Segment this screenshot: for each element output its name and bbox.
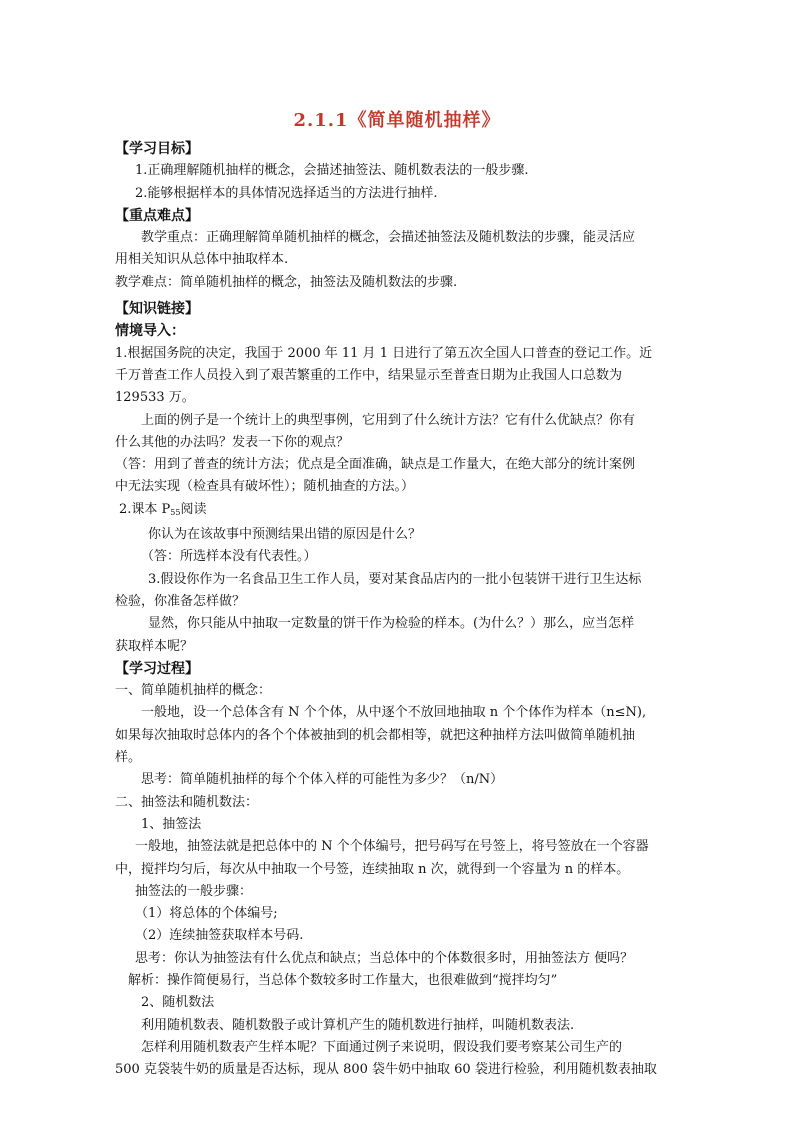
section-heading-process: 【学习过程】 <box>115 660 199 677</box>
paragraph: 利用随机数表、随机数骰子或计算机产生的随机数进行抽样，叫随机数表法. <box>141 1017 575 1033</box>
focus-text: 教学重点：正确理解简单随机抽样的概念，会描述抽签法及随机数法的步骤，能灵活应 <box>141 230 636 246</box>
goal-item: 2.能够根据样本的具体情况选择适当的方法进行抽样. <box>135 185 438 201</box>
section-heading-knowledge: 【知识链接】 <box>115 301 199 318</box>
paragraph: 一般地，设一个总体含有 N 个个体，从中逐个不放回地抽取 n 个个体作为样本（n≤N), <box>141 705 647 721</box>
document-body <box>115 138 681 1081</box>
paragraph-cont: 获取样本呢？ <box>115 638 194 654</box>
intro-label: 情境导入： <box>115 323 185 340</box>
paragraph: 3.假设你作为一名食品卫生工作人员，要对某食品店内的一批小包装饼干进行卫生达标 <box>148 571 642 587</box>
document-title: 2.1.1《简单随机抽样》 <box>293 110 501 131</box>
paragraph-cont: 如果每次抽取时总体内的各个个体被抽到的机会都相等，就把这种抽样方法叫做简单随机抽 <box>115 727 636 743</box>
goal-item: 1.正确理解随机抽样的概念，会描述抽签法、随机数表法的一般步骤. <box>135 163 529 179</box>
question: 你认为在该故事中预测结果出错的原因是什么？ <box>148 527 422 543</box>
section-heading-goals: 【学习目标】 <box>115 141 199 157</box>
focus-text-cont: 用相关知识从总体中抽取样本. <box>115 252 289 268</box>
difficulty-text: 教学难点：简单随机抽样的概念，抽签法及随机数法的步骤. <box>115 274 458 290</box>
think-question: 思考：简单随机抽样的每个个体入样的可能性为多少？（n/N） <box>141 772 504 788</box>
subsection-title: 1、抽签法 <box>141 816 202 832</box>
section-heading-key-points: 【重点难点】 <box>115 207 199 224</box>
subsection-title: 2、随机数法 <box>141 995 215 1011</box>
paragraph-cont: 样。 <box>115 750 142 766</box>
paragraph: 129533 万。 <box>115 390 195 406</box>
step-item: （1）将总体的个体编号; <box>135 906 278 922</box>
paragraph: 显然，你只能从中抽取一定数量的饼干作为检验的样本。(为什么？）那么，应当怎样 <box>148 616 635 632</box>
paragraph-textbook-reading <box>115 499 681 524</box>
analysis: 解析：操作简便易行，当总体个数较多时工作量大，也很难做到“搅拌均匀” <box>128 972 558 988</box>
think-question: 思考：你认为抽签法有什么优点和缺点；当总体中的个体数很多时，用抽签法方 便吗？ <box>135 950 634 966</box>
paragraph: 一般地，抽签法就是把总体中的 N 个个体编号，把号码写在号签上，将号签放在一个容器 <box>135 839 649 855</box>
answer: （答：所选样本没有代表性。） <box>141 549 317 565</box>
paragraph-cont: 中，搅拌均匀后，每次从中抽取一个号签，连续抽取 n 次，就得到一个容量为 n 的样本。 <box>115 861 630 877</box>
steps-title: 抽签法的一般步骤： <box>135 883 253 899</box>
paragraph: 怎样利用随机数表产生样本呢？下面通过例子来说明，假设我们要考察某公司生产的 <box>141 1039 623 1055</box>
question: 上面的例子是一个统计上的典型事例，它用到了什么统计方法？它有什么优缺点？你有 <box>141 412 636 428</box>
answer: （答：用到了普查的统计方法；优点是全面准确，缺点是工作量大，在绝大部分的统计案例 <box>115 457 636 473</box>
subsection-title: 一、简单随机抽样的概念： <box>115 683 272 699</box>
paragraph: 千万普查工作人员投入到了艰苦繁重的工作中，结果显示至普查日期为止我国人口总数为 <box>115 367 623 383</box>
subsection-title: 二、抽签法和随机数法： <box>115 794 259 810</box>
paragraph: 1.根据国务院的决定，我国于 2000 年 11 月 1 日进行了第五次全国人口普查的登记工作。近 <box>115 345 653 361</box>
paragraph-cont: 检验，你准备怎样做？ <box>115 593 246 609</box>
textbook-ref-suffix: 阅读 <box>180 501 207 517</box>
answer-cont: 中无法实现（检查具有破坏性）；随机抽查的方法。） <box>115 479 415 495</box>
paragraph-cont: 500 克袋装牛奶的质量是否达标，现从 800 袋牛奶中抽取 60 袋进行检验，利用随机数表抽取 <box>115 1062 657 1078</box>
textbook-ref: 2.课本 P <box>119 501 171 517</box>
question-cont: 什么其他的办法吗？发表一下你的观点？ <box>115 434 350 450</box>
page-number-subscript: 55 <box>170 507 181 517</box>
step-item: （2）连续抽签获取样本号码. <box>135 928 304 944</box>
